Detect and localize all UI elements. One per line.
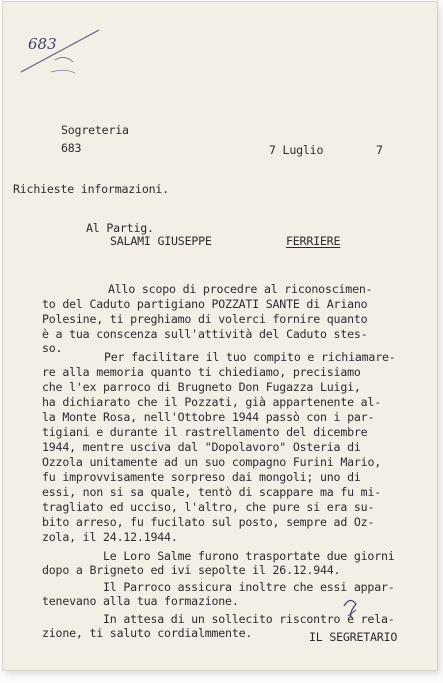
body-line: Per facilitare il tuo compito e richiamare- <box>104 350 396 364</box>
body-line: re alla memoria quanto ti chiediamo, precisiamo <box>42 365 361 379</box>
signature-line: IL SEGRETARIO <box>309 630 398 644</box>
recipient-place: FERRIERE <box>286 234 341 248</box>
body-line: to del Caduto partigiano POZZATI SANTE di Ariano <box>42 297 368 311</box>
body-line: tragliato ed ucciso, l'altro, che pure si era su- <box>42 500 375 514</box>
body-line: la Monte Rosa, nell'Ottobre 1944 passò con i par- <box>42 410 375 424</box>
office-label: Sogreteria <box>61 123 129 137</box>
date-year-suffix: 7 <box>376 143 383 157</box>
protocol-number: 683 <box>61 141 82 155</box>
body-line: Polesine, ti preghiamo di volerci fornire quanto <box>42 312 368 326</box>
letter-date: 7 Luglio <box>269 143 324 157</box>
subject-line: Richieste informazioni. <box>13 182 169 196</box>
letter-sheet <box>3 2 437 670</box>
body-line: tigiani e durante il rastrellamento del dicembre <box>42 425 368 439</box>
body-line: ha dichiarato che il Pozzati, già appartenente al- <box>42 395 382 409</box>
body-line: Il Parroco assicura inoltre che essi appar- <box>103 580 395 594</box>
handwritten-number: 683 <box>28 35 57 53</box>
body-line: fu improvvisamente sorpreso dai mongoli; uno di <box>42 470 361 484</box>
body-line: so. <box>42 341 63 355</box>
body-line: tenevano alla tua formazione. <box>42 594 239 608</box>
body-line: bito arreso, fu fucilato sul posto, sempre ad Oz- <box>42 515 375 529</box>
body-line: zione, ti saluto cordialmmente. <box>42 626 253 640</box>
body-line: Ozzola unitamente ad un suo compagno Furini Mario, <box>42 455 382 469</box>
body-line: Allo scopo di procedre al riconoscimen- <box>108 282 373 296</box>
body-line: che l'ex parroco di Brugneto Don Fugazza Luigi, <box>42 380 361 394</box>
body-line: In attesa di un sollecito riscontro e rela- <box>103 612 395 626</box>
recipient-title: Al Partig. <box>86 221 154 235</box>
body-line: essi, non si sa quale, tentò di scappare ma fu mi- <box>42 485 382 499</box>
body-line: è a tua conscenza sull'attività del Caduto stes- <box>42 327 368 341</box>
body-line: Le Loro Salme furono trasportate due giorni <box>103 549 395 563</box>
body-line: 1944, mentre usciva dal "Dopolavoro" Osteria di <box>42 440 361 454</box>
recipient-name: SALAMI GIUSEPPE <box>110 234 212 248</box>
body-line: dopo a Brigneto ed ivi sepolte il 26.12.944. <box>42 563 341 577</box>
body-line: zola, il 24.12.1944. <box>42 530 178 544</box>
